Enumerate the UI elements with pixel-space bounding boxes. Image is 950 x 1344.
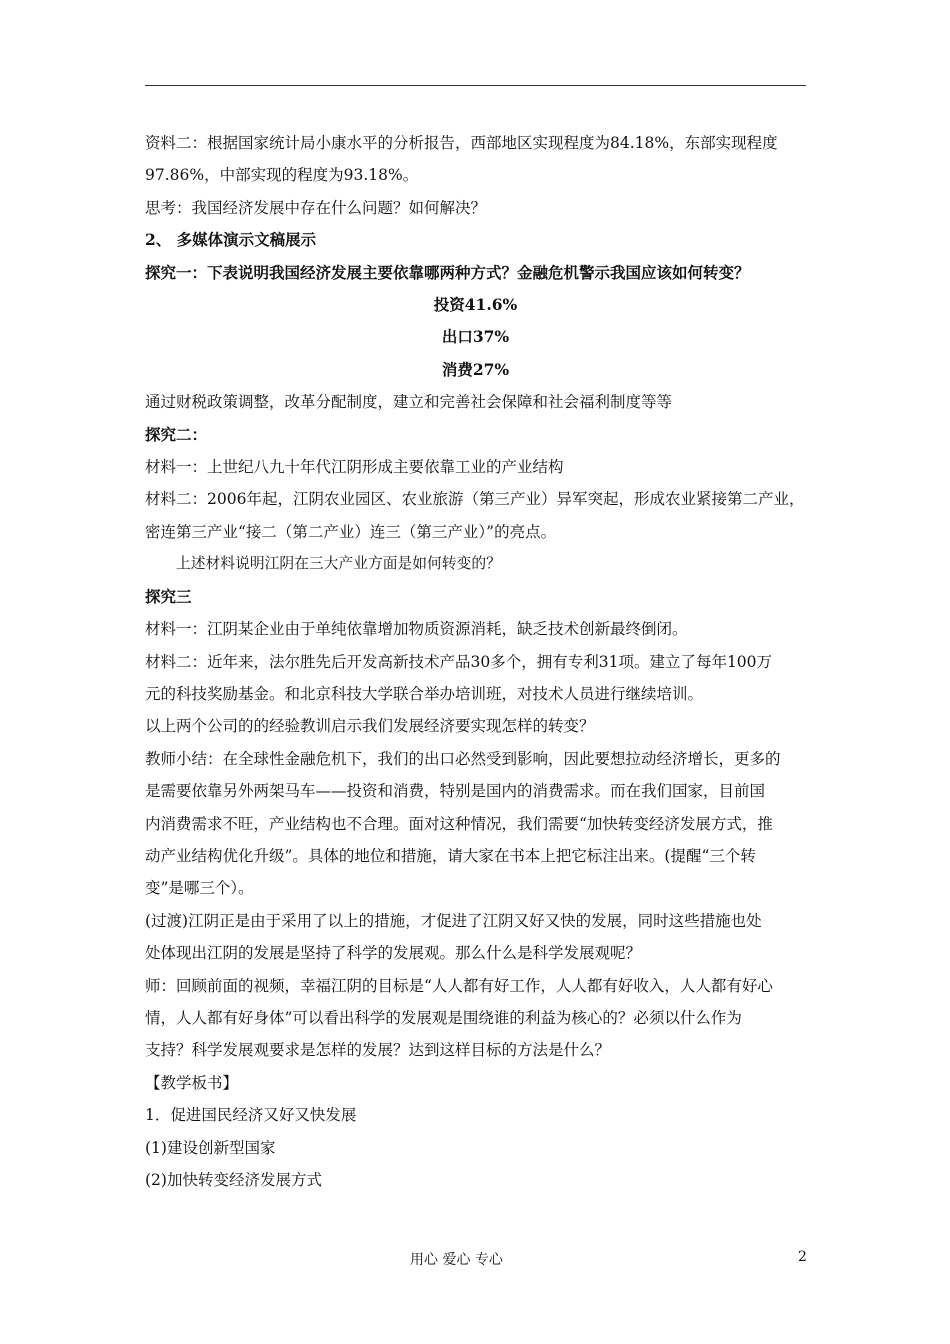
paragraph: 是需要依靠另外两架马车——投资和消费，特别是国内的消费需求。而在我们国家，目前国 <box>145 782 766 801</box>
stat-export: 出口37% <box>441 327 510 347</box>
paragraph: 通过财税政策调整，改革分配制度，建立和完善社会保障和社会福利制度等等 <box>145 393 673 412</box>
outline-item: 1．促进国民经济又好又快发展 <box>145 1106 357 1125</box>
outline-item: (2)加快转变经济发展方式 <box>145 1171 322 1189</box>
stat-investment: 投资41.6% <box>433 295 518 315</box>
board-heading: 【教学板书】 <box>145 1073 239 1092</box>
paragraph: 材料二：2006年起，江阴农业园区、农业旅游（第三产业）异军突起，形成农业紧接第二产业， <box>145 490 805 509</box>
paragraph: 支持？科学发展观要求是怎样的发展？达到这样目标的方法是什么？ <box>145 1041 611 1060</box>
inquiry-one-heading: 探究一：下表说明我国经济发展主要依靠哪两种方式？金融危机警示我国应该如何转变？ <box>145 262 750 282</box>
paragraph: 师：回顾前面的视频，幸福江阴的目标是“人人都有好工作，人人都有好收入，人人都有好心 <box>145 976 773 995</box>
paragraph: (过渡)江阴正是由于采用了以上的措施，才促进了江阴又好又快的发展，同时这些措施也处 <box>145 911 762 930</box>
paragraph: 思考：我国经济发展中存在什么问题？如何解决？ <box>145 198 487 217</box>
paragraph: 动产业结构优化升级”。具体的地位和措施，请大家在书本上把它标注出来。(提醒“三个转 <box>145 846 756 865</box>
paragraph: 材料一：江阴某企业由于单纯依靠增加物质资源消耗，缺乏技术创新最终倒闭。 <box>145 620 688 639</box>
inquiry-two-heading: 探究二： <box>145 424 208 444</box>
paragraph: 处体现出江阴的发展是坚持了科学的发展观。那么什么是科学发展观呢？ <box>145 944 642 963</box>
paragraph: 材料二：近年来，法尔胜先后开发高新技术产品30多个，拥有专利31项。建立了每年100万 <box>145 652 773 671</box>
paragraph: 资料二：根据国家统计局小康水平的分析报告，西部地区实现程度为84.18%，东部实现程度 <box>145 134 778 152</box>
inquiry-three-heading: 探究三 <box>145 586 192 606</box>
paragraph: 材料一：上世纪八九十年代江阴形成主要依靠工业的产业结构 <box>145 458 564 477</box>
footer-motto: 用心 爱心 专心 <box>410 1252 503 1268</box>
paragraph: 97.86%，中部实现的程度为93.18%。 <box>145 166 419 185</box>
paragraph: 密连第三产业“接二（第二产业）连三（第三产业）”的亮点。 <box>145 522 557 541</box>
paragraph: 内消费需求不旺，产业结构也不合理。面对这种情况，我们需要“加快转变经济发展方式，推 <box>145 814 773 833</box>
page-number: 2 <box>798 1249 807 1265</box>
question: 上述材料说明江阴在三大产业方面是如何转变的？ <box>176 555 501 573</box>
paragraph: 以上两个公司的的经验教训启示我们发展经济要实现怎样的转变？ <box>145 717 595 736</box>
document-body <box>145 127 806 1196</box>
paragraph: 元的科技奖励基金。和北京科技大学联合举办培训班，对技术人员进行继续培训。 <box>145 684 704 703</box>
stat-consumption: 消费27% <box>441 359 510 379</box>
header-rule <box>145 85 806 86</box>
paragraph: 教师小结：在全球性金融危机下，我们的出口必然受到影响，因此要想拉动经济增长，更多的 <box>145 749 781 768</box>
section-heading: 2、 多媒体演示文稿展示 <box>145 230 317 250</box>
paragraph: 变”是哪三个）。 <box>145 879 254 898</box>
paragraph: 情，人人都有好身体”可以看出科学的发展观是围绕谁的利益为核心的？必须以什么作为 <box>145 1008 742 1027</box>
outline-item: (1)建设创新型国家 <box>145 1138 276 1157</box>
